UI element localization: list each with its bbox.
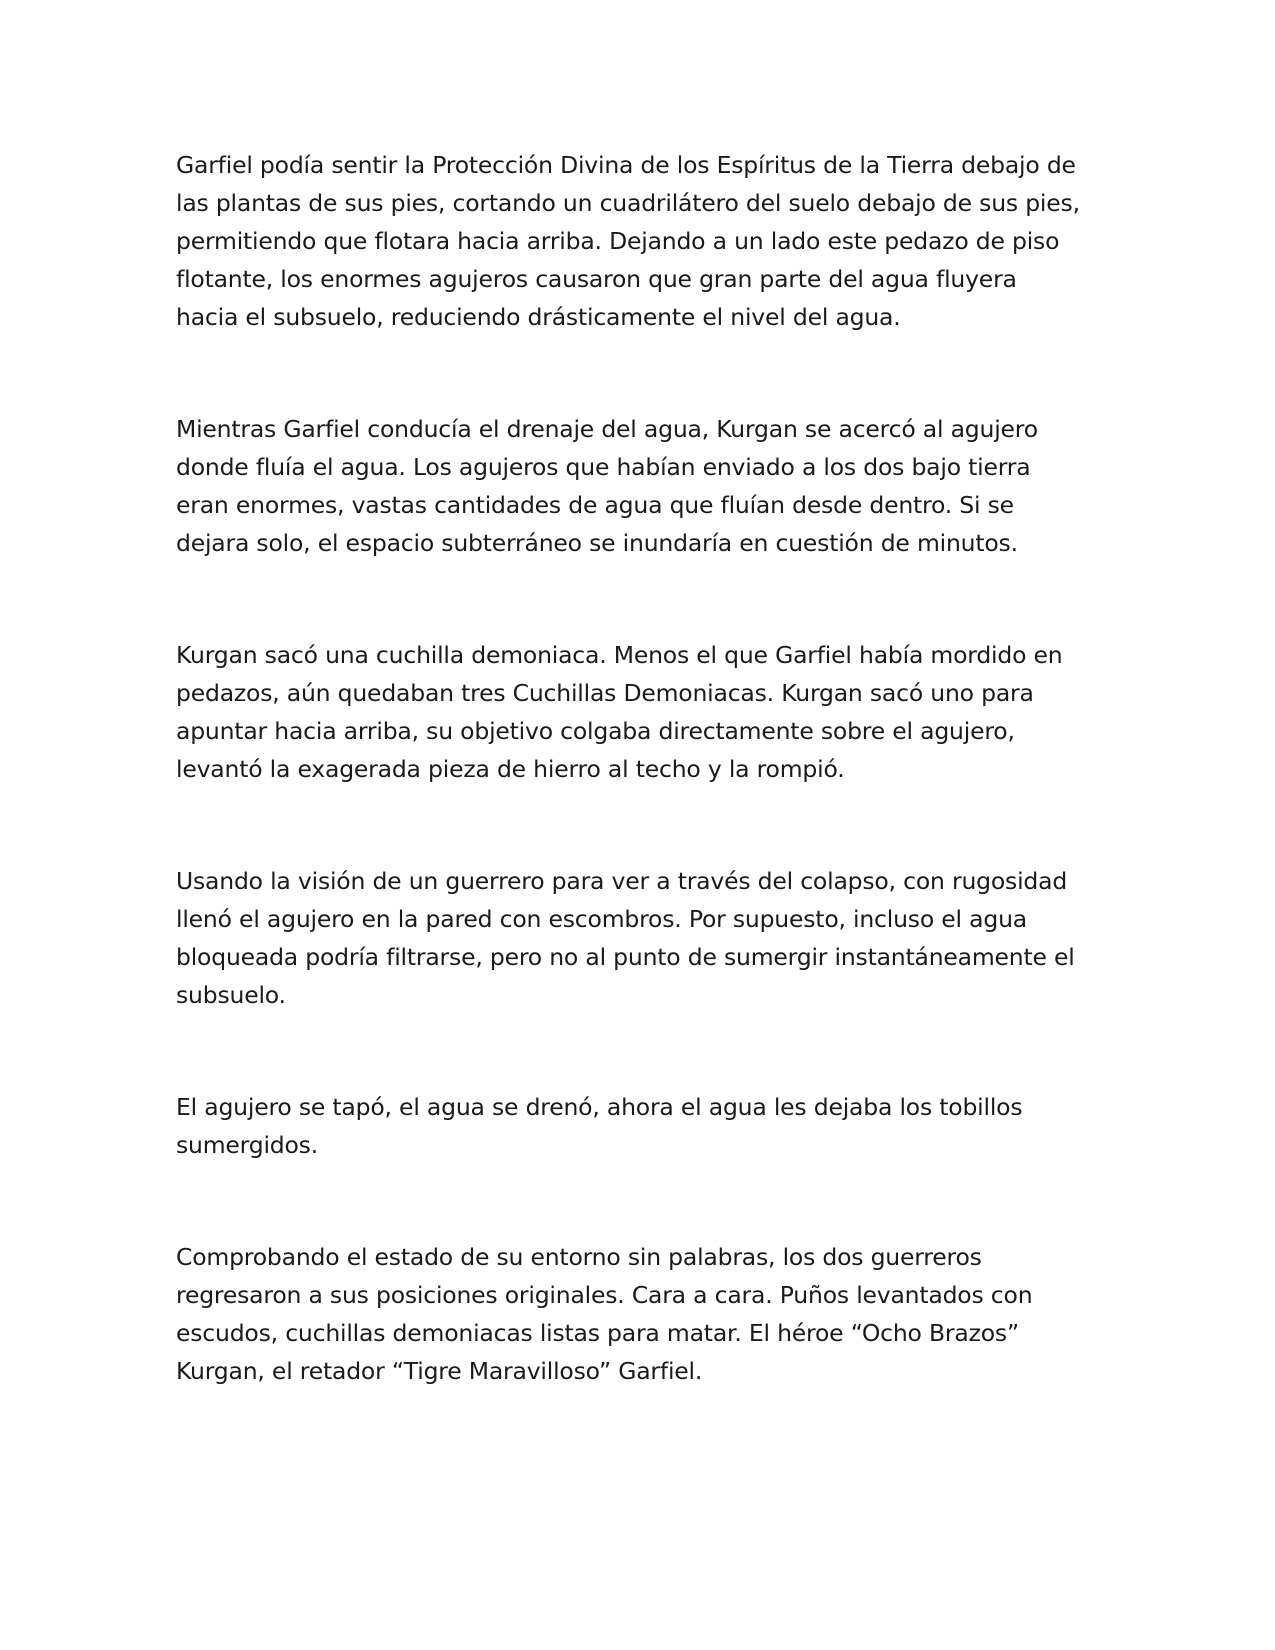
paragraph-4: Usando la visión de un guerrero para ver a través del colapso, con rugosidad llenó el agujero en la pared con escombros. Por supuesto, incluso el agua bloqueada podría filtrarse, pero no al punto de sumergir instantáneamente el subsuelo. <box>176 867 1075 1009</box>
paragraph-2: Mientras Garfiel conducía el drenaje del agua, Kurgan se acercó al agujero donde fluía el agua. Los agujeros que habían enviado a los dos bajo tierra eran enormes, vastas cantidades de agua que fluían desde dentro. Si se dejara solo, el espacio subterráneo se inundaría en cuestión de minutos. <box>176 415 1038 557</box>
document-body <box>176 146 1106 1464</box>
paragraph-5: El agujero se tapó, el agua se drenó, ahora el agua les dejaba los tobillos sumergidos. <box>176 1093 1023 1159</box>
paragraph-6: Comprobando el estado de su entorno sin palabras, los dos guerreros regresaron a sus posiciones originales. Cara a cara. Puños levantados con escudos, cuchillas demoniacas listas para matar. El héroe “Ocho Brazos” Kurgan, el retador “Tigre Maravilloso” Garfiel. <box>176 1243 1033 1385</box>
paragraph-1: Garfiel podía sentir la Protección Divina de los Espíritus de la Tierra debajo de las plantas de sus pies, cortando un cuadrilátero del suelo debajo de sus pies, permitiendo que flotara hacia arriba. Dejando a un lado este pedazo de piso flotante, los enormes agujeros causaron que gran parte del agua fluyera hacia el subsuelo, reduciendo drásticamente el nivel del agua. <box>176 151 1080 331</box>
paragraph-3: Kurgan sacó una cuchilla demoniaca. Menos el que Garfiel había mordido en pedazos, aún quedaban tres Cuchillas Demoniacas. Kurgan sacó uno para apuntar hacia arriba, su objetivo colgaba directamente sobre el agujero, levantó la exagerada pieza de hierro al techo y la rompió. <box>176 641 1063 783</box>
